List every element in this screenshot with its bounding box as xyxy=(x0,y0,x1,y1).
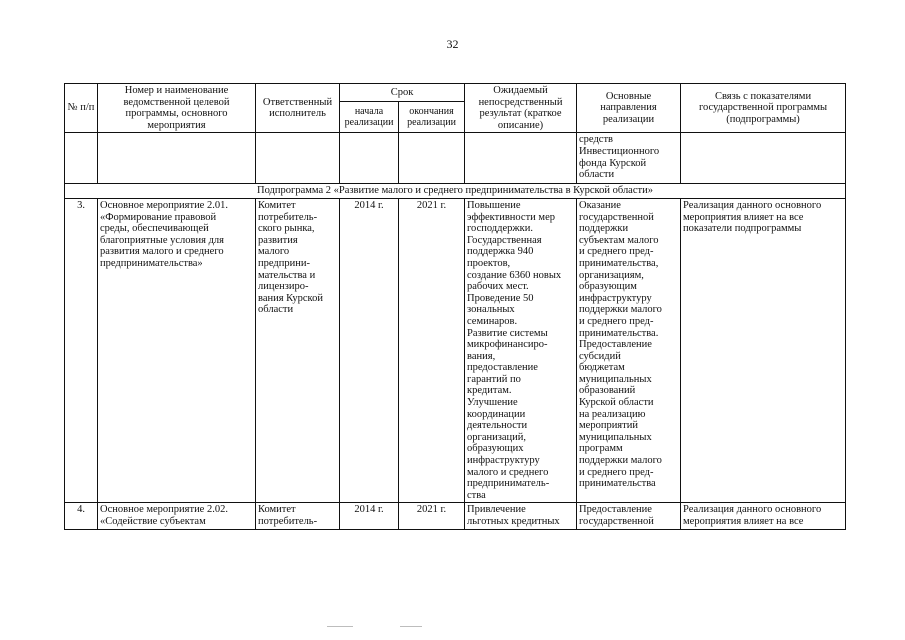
cell-line: государственной xyxy=(579,211,654,223)
cell-line: муниципальных xyxy=(579,373,652,385)
cell-line: Проведение 50 xyxy=(467,292,534,304)
cell-line: поддержки малого xyxy=(579,455,662,467)
continuation-row xyxy=(65,133,846,184)
header-num: № п/п xyxy=(65,84,98,133)
cell-line: субъектам малого xyxy=(579,234,659,246)
cell-line: благоприятные условия для xyxy=(100,234,224,246)
cell-empty xyxy=(98,133,256,184)
row-measure-name xyxy=(98,198,256,502)
cell-empty xyxy=(681,133,846,184)
cell-line: кредитам. xyxy=(467,385,512,397)
cell-line: инфраструктуру xyxy=(579,292,652,304)
table-row xyxy=(65,503,846,529)
cell-empty xyxy=(465,133,577,184)
cell-line: государственной xyxy=(579,516,654,527)
header-directions: Основные направления реализации xyxy=(577,84,681,133)
cell-line: организаций, xyxy=(467,431,527,443)
cell-line: Предоставление xyxy=(579,504,652,516)
cell-line: Предоставление xyxy=(579,339,652,351)
cell-line: господдержки. xyxy=(467,223,533,235)
header-term-start: начала реализации xyxy=(340,102,399,133)
row-start: 2014 г. xyxy=(340,198,399,502)
cell-line: средств xyxy=(579,134,613,146)
row-num: 4. xyxy=(65,503,98,529)
measures-table xyxy=(64,83,846,530)
row-link xyxy=(681,198,846,502)
cell-line: области xyxy=(579,169,615,181)
cell-line: гарантий по xyxy=(467,373,521,385)
cell-line: микрофинансиро- xyxy=(467,339,548,351)
row-start: 2014 г. xyxy=(340,503,399,529)
cell-line: «Формирование правовой xyxy=(100,211,217,223)
cell-line: и среднего пред- xyxy=(579,246,654,258)
cell-line: Улучшение xyxy=(467,397,518,409)
cell-line: проектов, xyxy=(467,257,511,269)
cell-line: малого xyxy=(258,246,290,258)
cell-empty xyxy=(399,133,465,184)
cell-line: предоставление xyxy=(467,362,538,374)
cell-line: образующих xyxy=(467,443,524,455)
cell-line: образующим xyxy=(579,281,637,293)
cell-empty xyxy=(65,133,98,184)
cell-line: Основное мероприятие 2.02. xyxy=(100,504,228,516)
cell-line: Реализация данного основного xyxy=(683,199,822,211)
cell-line: на реализацию xyxy=(579,408,646,420)
cell-line: образований xyxy=(579,385,636,397)
cell-line: предпринимательства» xyxy=(100,257,203,269)
subprogram-title: Подпрограмма 2 «Развитие малого и среднего предпринимательства в Курской области» xyxy=(65,184,846,199)
row-end: 2021 г. xyxy=(399,503,465,529)
cell-line: Комитет xyxy=(258,504,296,516)
cell-line: ства xyxy=(467,489,486,501)
row-link xyxy=(681,503,846,529)
cell-line: льготных кредитных xyxy=(467,516,560,527)
cell-line: мероприятий xyxy=(579,420,638,432)
cell-line: вания Курской xyxy=(258,292,323,304)
cell-empty xyxy=(256,133,340,184)
footer-rule xyxy=(327,626,353,627)
cell-line: организациям, xyxy=(579,269,644,281)
cell-line: малого и среднего xyxy=(467,466,549,478)
row-result xyxy=(465,198,577,502)
subprogram-row xyxy=(65,184,846,199)
cell-line: поддержки xyxy=(579,223,629,235)
cell-line: развития малого и среднего xyxy=(100,246,224,258)
cell-line: «Содействие субъектам xyxy=(100,516,206,527)
cell-line: создание 6360 новых xyxy=(467,269,562,281)
cell-line: и среднего пред- xyxy=(579,466,654,478)
footer-rule xyxy=(400,626,422,627)
cell-line: Привлечение xyxy=(467,504,526,516)
cell-line: деятельности xyxy=(467,420,528,432)
row-num: 3. xyxy=(65,198,98,502)
cell-line: среды, обеспечивающей xyxy=(100,223,209,235)
table-row xyxy=(65,198,846,502)
row-measure-name xyxy=(98,503,256,529)
cell-line: и среднего пред- xyxy=(579,315,654,327)
cell-line: Развитие системы xyxy=(467,327,548,339)
cell-line: Инвестиционного xyxy=(579,145,660,157)
continuation-directions xyxy=(577,133,681,184)
cell-line: координации xyxy=(467,408,526,420)
header-name: Номер и наименование ведомственной целевой программы, основного мероприятия xyxy=(98,84,256,133)
cell-line: Реализация данного основного xyxy=(683,504,822,516)
header-link: Связь с показателями государственной программы (подпрограммы) xyxy=(681,84,846,133)
row-executor xyxy=(256,503,340,529)
cell-line: Повышение xyxy=(467,199,521,211)
row-directions xyxy=(577,198,681,502)
cell-line: вания, xyxy=(467,350,496,362)
cell-line: развития xyxy=(258,234,298,246)
cell-line: принимательства, xyxy=(579,257,659,269)
cell-line: принимательства. xyxy=(579,327,659,339)
cell-line: инфраструктуру xyxy=(467,455,540,467)
cell-line: предприни- xyxy=(258,257,310,269)
cell-line: области xyxy=(258,304,294,316)
row-result xyxy=(465,503,577,529)
cell-line: Основное мероприятие 2.01. xyxy=(100,199,228,211)
cell-line: Оказание xyxy=(579,199,621,211)
cell-line: потребитель- xyxy=(258,516,318,527)
cell-line: потребитель- xyxy=(258,211,318,223)
cell-empty xyxy=(340,133,399,184)
cell-line: мероприятия влияет на все xyxy=(683,211,804,223)
row-end: 2021 г. xyxy=(399,198,465,502)
cell-line: Комитет xyxy=(258,199,296,211)
cell-line: программ xyxy=(579,443,623,455)
cell-line: лицензиро- xyxy=(258,281,309,293)
cell-line: поддержка 940 xyxy=(467,246,534,258)
cell-line: поддержки малого xyxy=(579,304,662,316)
cell-line: бюджетам xyxy=(579,362,625,374)
cell-line: мероприятия влияет на все xyxy=(683,516,804,527)
cell-line: Курской области xyxy=(579,397,654,409)
cell-line: принимательства xyxy=(579,478,656,490)
header-term: Срок xyxy=(340,84,465,102)
cell-line: рабочих мест. xyxy=(467,281,529,293)
cell-line: Государственная xyxy=(467,234,542,246)
cell-line: эффективности мер xyxy=(467,211,555,223)
cell-line: ского рынка, xyxy=(258,223,315,235)
header-result: Ожидаемый непосредственный результат (краткое описание) xyxy=(465,84,577,133)
cell-line: мательства и xyxy=(258,269,316,281)
cell-line: предприниматель- xyxy=(467,478,550,490)
cell-line: зональных xyxy=(467,304,515,316)
row-directions xyxy=(577,503,681,529)
cell-line: муниципальных xyxy=(579,431,652,443)
header-executor: Ответственный исполнитель xyxy=(256,84,340,133)
page-number: 32 xyxy=(446,37,459,51)
cell-line: показатели подпрограммы xyxy=(683,223,802,235)
cell-line: фонда Курской xyxy=(579,157,647,169)
row-executor xyxy=(256,198,340,502)
cell-line: субсидий xyxy=(579,350,621,362)
cell-line: семинаров. xyxy=(467,315,518,327)
header-term-end: окончания реализации xyxy=(399,102,465,133)
header-row xyxy=(65,84,846,102)
